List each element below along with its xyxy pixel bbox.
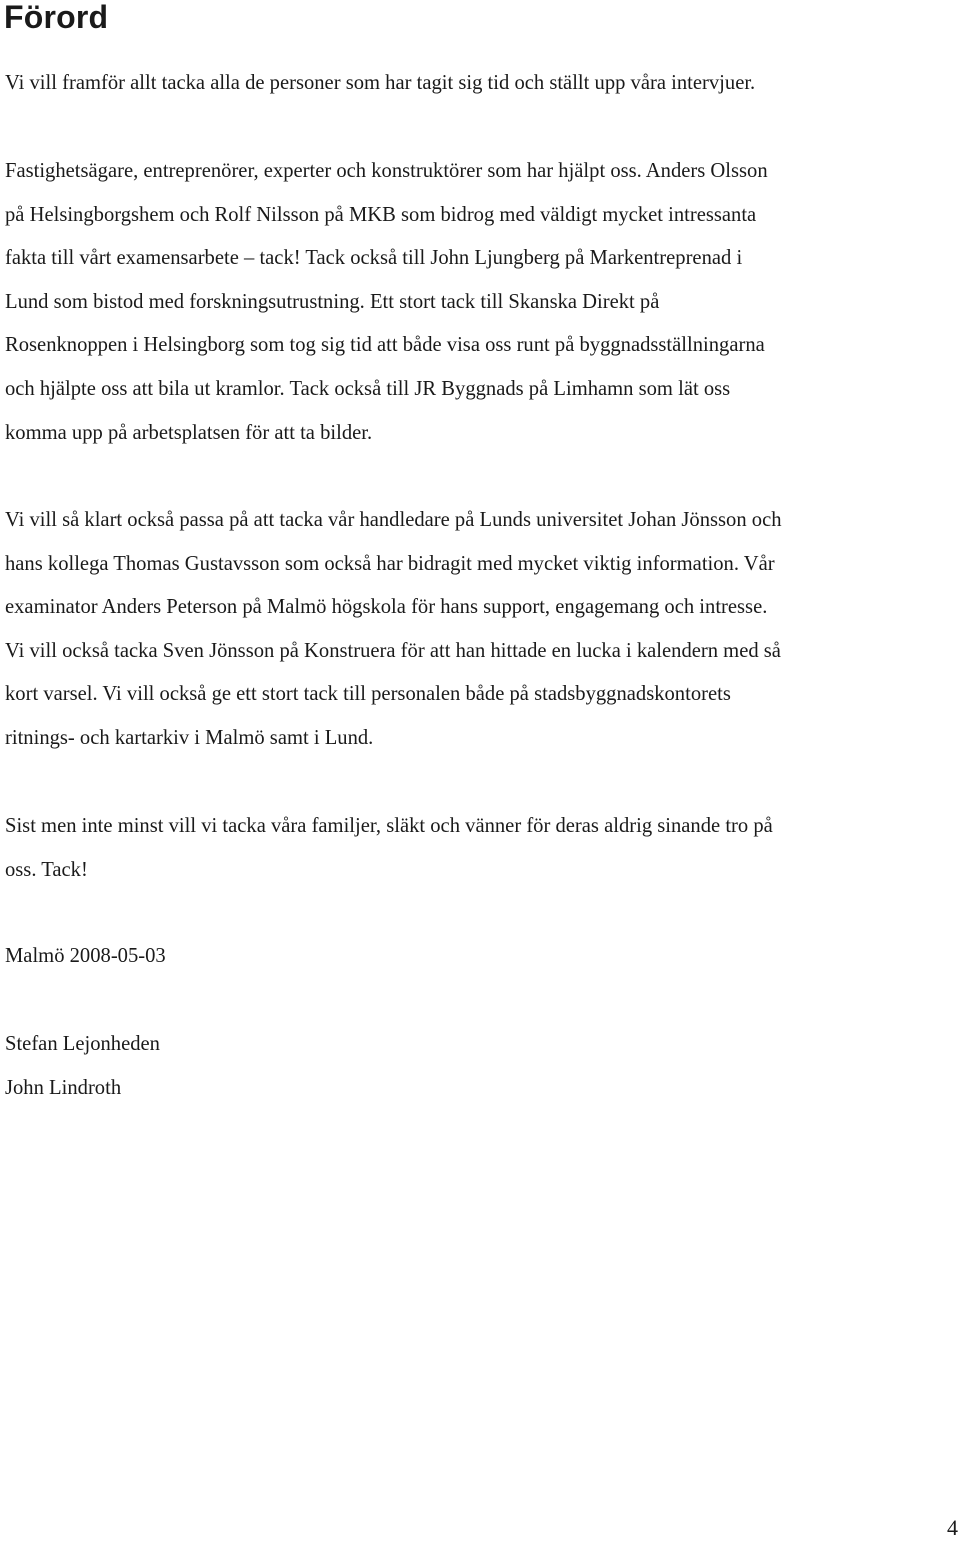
paragraph-property-owners: [5, 150, 960, 455]
text-line: examinator Anders Peterson på Malmö högskola för hans support, engagemang och intresse.: [5, 596, 768, 619]
signatures: [5, 1023, 960, 1110]
text-line: komma upp på arbetsplatsen för att ta bilder.: [5, 421, 373, 444]
text-line: Vi vill också tacka Sven Jönsson på Konstruera för att han hittade en lucka i kalendern med så: [5, 639, 781, 662]
text-line: hans kollega Thomas Gustavsson som också har bidragit med mycket viktig information. Vår: [5, 552, 775, 575]
text-line: och hjälpte oss att bila ut kramlor. Tack också till JR Byggnads på Limhamn som lät oss: [5, 377, 731, 400]
text-line: Sist men inte minst vill vi tacka våra familjer, släkt och vänner för deras aldrig sinande tro på: [5, 815, 773, 837]
text-line: Vi vill så klart också passa på att tacka vår handledare på Lunds universitet Johan Jönsson och: [5, 509, 782, 531]
place-date: Malmö 2008-05-03: [5, 945, 166, 967]
text-line: ritnings- och kartarkiv i Malmö samt i Lund.: [5, 726, 374, 749]
text-line: Fastighetsägare, entreprenörer, experter och konstruktörer som har hjälpt oss. Anders Olsson: [5, 160, 768, 182]
signature-name: Stefan Lejonheden: [5, 1033, 160, 1055]
paragraph-families: [5, 805, 960, 892]
text-line: Vi vill framför allt tacka alla de personer som har tagit sig tid och ställt upp våra intervjuer.: [5, 72, 756, 94]
signature-name: John Lindroth: [5, 1076, 122, 1099]
text-line: kort varsel. Vi vill också ge ett stort tack till personalen både på stadsbyggnadskontorets: [5, 683, 731, 706]
text-line: Rosenknoppen i Helsingborg som tog sig tid att både visa oss runt på byggnadsställningarna: [5, 334, 765, 357]
text-line: fakta till vårt examensarbete – tack! Tack också till John Ljungberg på Markentreprenad i: [5, 247, 743, 270]
page-number: 4: [947, 1515, 958, 1540]
text-line: oss. Tack!: [5, 858, 88, 881]
text-line: Lund som bistod med forskningsutrustning. Ett stort tack till Skanska Direkt på: [5, 290, 660, 313]
paragraph-intro: [5, 62, 960, 106]
text-line: på Helsingborgshem och Rolf Nilsson på MKB som bidrog med väldigt mycket intressanta: [5, 203, 757, 226]
paragraph-supervisors: [5, 499, 960, 761]
page-title: Förord: [4, 0, 109, 35]
